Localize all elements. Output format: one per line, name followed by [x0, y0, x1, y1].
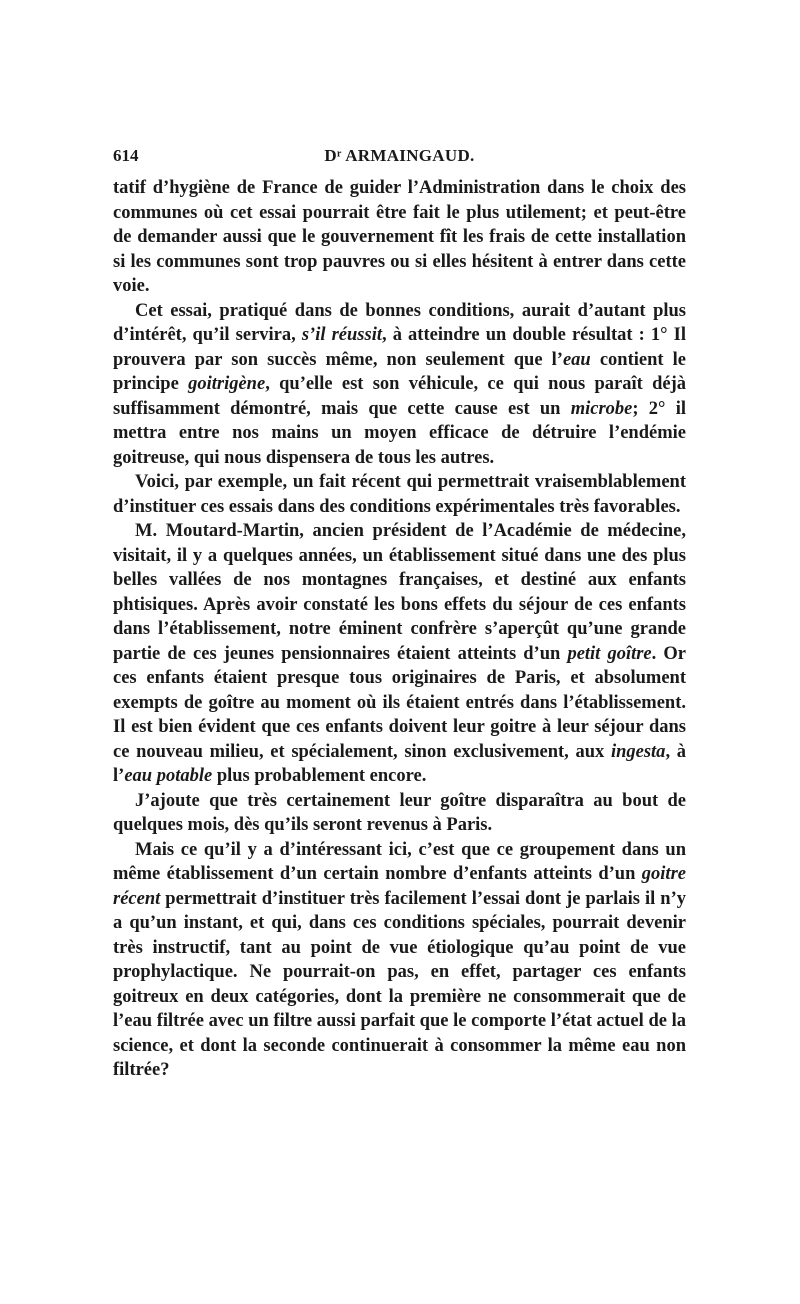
paragraph: tatif d’hygiène de France de guider l’Administration dans le choix des communes où cet essai pourrait être fait le plus utilement; et peut-être de demander aussi que le gouvernement fît les frais de cette installation si les communes sont trop pauvres ou si elles hésitent à entrer dans cette voie. [113, 178, 686, 296]
italic-phrase: ingesta [610, 741, 666, 762]
paragraph: M. Moutard-Martin, ancien président de l’Académie de médecine, visitait, il y a quelques années, un établissement situé dans une des plus belles vallées de nos montagnes françaises, et destiné aux enfants phtisiques. Après avoir constaté les bons effets du séjour de ces enfants dans l’établissement, notre éminent confrère s’aperçût qu’une grande partie de ces jeunes pensionnaires étaient atteints d’un petit goître. Or ces enfants étaient presque tous originaires de Paris, et absolument exempts de goître au moment où ils étaient entrés dans l’établissement. Il est bien évident que ces enfants doivent leur goitre à leur séjour dans ce nouveau milieu, et spécialement, sinon exclusivement, aux ingesta, à l’eau potable plus probablement encore. [113, 521, 686, 786]
paragraph: Cet essai, pratiqué dans de bonnes conditions, aurait d’autant plus d’intérêt, qu’il servira, s’il réussit, à atteindre un double résultat : 1° Il prouvera par son succès même, non seulement que l’eau contient le principe goitrigène, qu’elle est son véhicule, ce qui nous paraît déjà suffisamment démontré, mais que cette cause est un microbe; 2° il mettra entre nos mains un moyen efficace de détruire l’endémie goitreuse, qui nous dispensera de tous les autres. [113, 300, 687, 468]
paragraph: J’ajoute que très certainement leur goître disparaîtra au bout de quelques mois, dès qu’ils seront revenus à Paris. [113, 790, 686, 835]
paragraph: Voici, par exemple, un fait récent qui permettrait vraisemblablement d’instituer ces essais dans des conditions expérimentales très favorables. [113, 472, 686, 517]
italic-phrase: goitrigène [188, 374, 266, 394]
italic-phrase: eau potable [124, 766, 213, 786]
book-page [113, 146, 686, 1083]
italic-phrase: microbe [570, 398, 633, 419]
italic-phrase: eau [562, 349, 591, 370]
running-head [113, 146, 686, 172]
italic-phrase: petit goître [567, 643, 652, 664]
body-text [113, 176, 686, 1083]
page-number: 614 [113, 146, 139, 165]
italic-phrase: goitre récent [113, 864, 686, 909]
paragraph: Mais ce qu’il y a d’intéressant ici, c’est que ce groupement dans un même établissement d’un certain nombre d’enfants atteints d’un goitre récent permettrait d’instituer très facilement l’essai dont je parlais il n’y a qu’un instant, et qui, dans ces conditions spéciales, pourrait devenir très instructif, tant au point de vue étiologique qu’au point de vue prophylactique. Ne pourrait-on pas, en effet, partager ces enfants goitreux en deux catégories, dont la première ne consommerait que de l’eau filtrée avec un filtre aussi parfait que le comporte l’état actuel de la science, et dont la seconde continuerait à consommer la même eau non filtrée? [113, 839, 686, 1080]
running-title: Dʳ ARMAINGAUD. [324, 146, 475, 165]
italic-phrase: s’il réussit [301, 325, 382, 345]
